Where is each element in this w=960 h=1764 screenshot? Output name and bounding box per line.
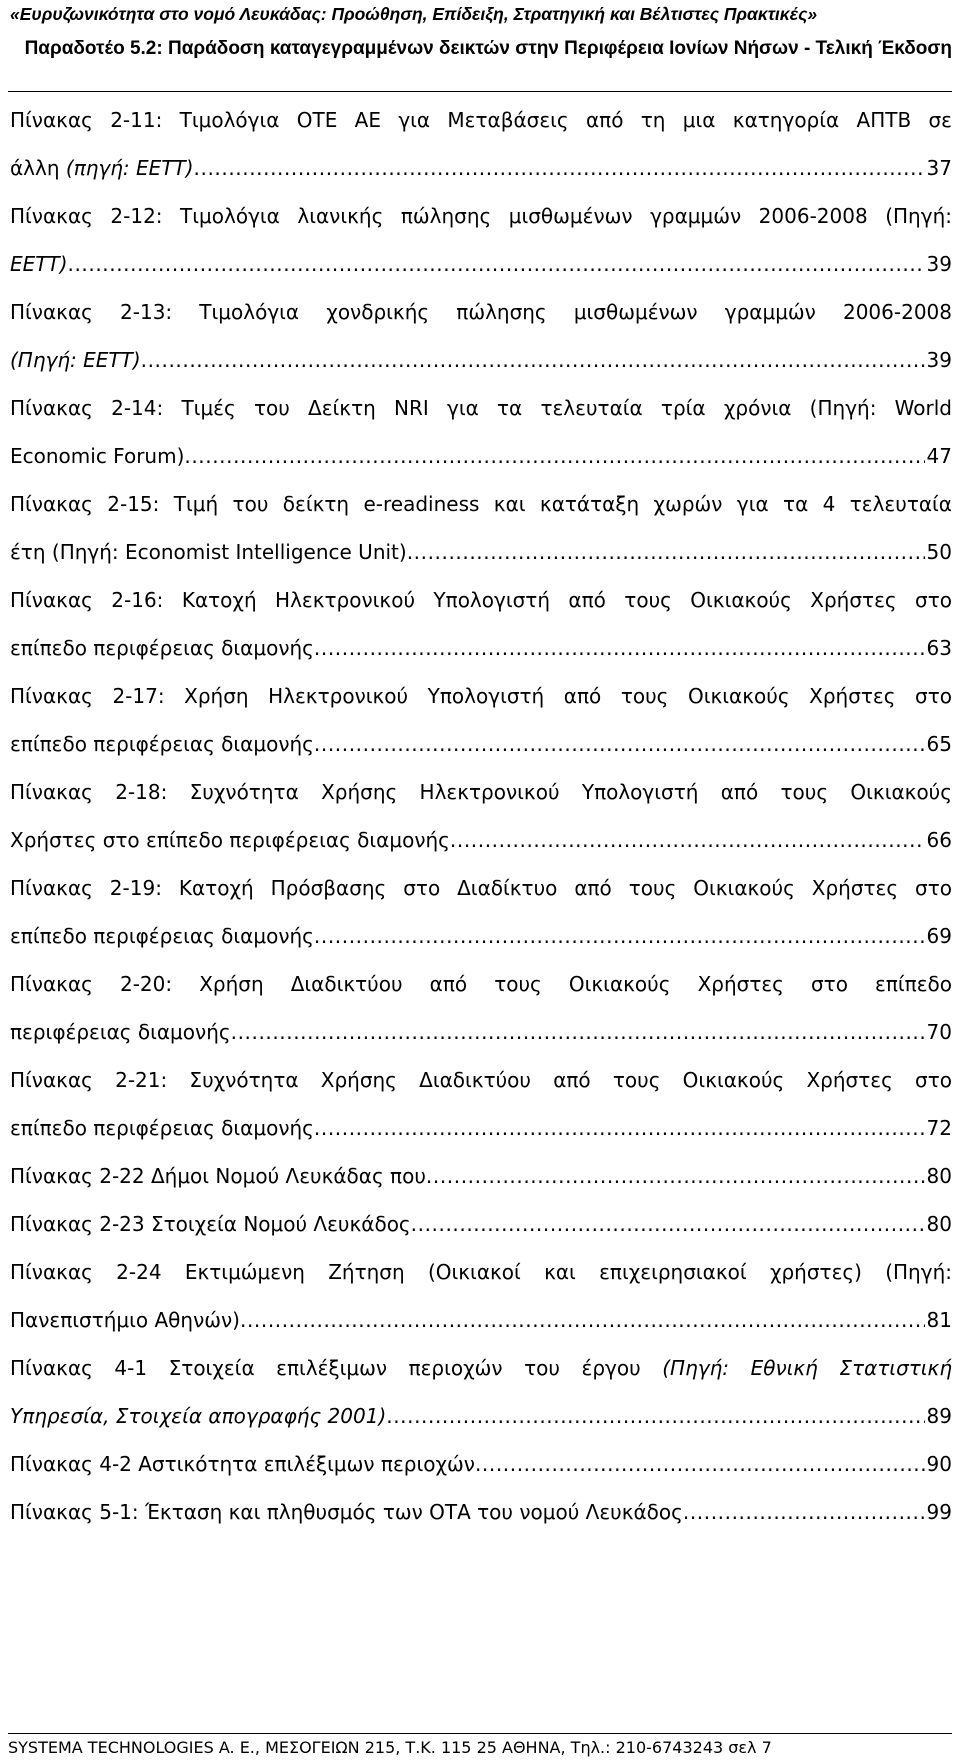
toc-entry-source: (Πηγή: ΕΕΤΤ) [10,348,141,372]
toc-entry[interactable] [10,960,952,1056]
toc-entry-source: ΕΕΤΤ) [10,252,68,276]
toc-entry-leader-line [10,1104,952,1152]
dot-leader [683,1488,925,1536]
toc-page-number: 70 [926,1020,952,1044]
toc-entry-title: Πίνακας 2-17: Χρήση Ηλεκτρονικού Υπολογιστή από τους Οικιακούς Χρήστες στο [10,684,952,708]
toc-page-number: 99 [926,1500,952,1524]
toc-entry-title: Πίνακας 2-11: Τιμολόγια ΟΤΕ ΑΕ για Μεταβάσεις από τη μια κατηγορία ΑΠΤΒ σε [10,108,952,132]
toc-entry-title-cont: Πίνακας 4-2 Αστικότητα επιλέξιμων περιοχών [10,1452,475,1476]
toc-entry-text [10,1152,426,1200]
dot-leader [240,1296,925,1344]
toc-entry[interactable] [10,1344,952,1440]
toc-entry-text [10,528,407,576]
toc-entry-text [10,720,314,768]
toc-entry-leader-line [10,1392,952,1440]
toc-entry-title: Πίνακας 2-19: Κατοχή Πρόσβασης στο Διαδίκτυο από τους Οικιακούς Χρήστες στο [10,876,952,900]
toc-page-number: 66 [926,828,952,852]
toc-entry[interactable] [10,1200,952,1248]
toc-entry-title-cont: Πίνακας 5-1: Έκταση και πληθυσμός των ΟΤΑ του νομού Λευκάδος [10,1500,683,1524]
dot-leader [184,432,924,480]
toc-page-number: 81 [926,1308,952,1332]
toc-entry-text [10,240,68,288]
toc-entry-title-cont: Πίνακας 2-23 Στοιχεία Νομού Λευκάδος [10,1212,411,1236]
toc-entry-title-cont: Χρήστες στο επίπεδο περιφέρειας διαμονής [10,828,450,852]
toc-entry-title: Πίνακας 2-24 Εκτιμώμενη Ζήτηση (Οικιακοί και επιχειρησιακοί χρήστες) (Πηγή: [10,1260,952,1284]
toc-entry-title-line [10,384,952,432]
dot-leader [194,144,925,192]
header-rule [8,91,952,92]
toc-entry-leader-line [10,336,952,384]
toc-entry-title-cont: επίπεδο περιφέρειας διαμονής [10,636,314,660]
toc-entry[interactable] [10,864,952,960]
toc-entry-text [10,816,450,864]
toc-entry-text [10,1392,386,1440]
toc-entry-title: Πίνακας 2-13: Τιμολόγια χονδρικής πώλησης μισθωμένων γραμμών 2006-2008 [10,300,952,324]
toc-entry-title-cont: επίπεδο περιφέρειας διαμονής [10,1116,314,1140]
toc-entry-title: Πίνακας 2-20: Χρήση Διαδικτύου από τους Οικιακούς Χρήστες στο επίπεδο [10,972,952,996]
toc-entry-leader-line [10,528,952,576]
toc-entry[interactable] [10,768,952,864]
toc-entry-title-cont: Economic Forum) [10,444,185,468]
dot-leader [314,624,925,672]
toc-entry-leader-line [10,624,952,672]
toc-entry-text [10,1104,314,1152]
toc-entry-title-cont: επίπεδο περιφέρειας διαμονής [10,732,314,756]
footer-rule [8,1733,952,1734]
toc-entry-leader-line [10,816,952,864]
toc-page-number: 80 [926,1164,952,1188]
toc-entry-text [10,1296,240,1344]
page-footer: SYSTEMA TECHNOLOGIES A. E., ΜΕΣΟΓΕΙΩΝ 215, Τ.Κ. 115 25 ΑΘΗΝΑ, Τηλ.: 210-6743243 σελ 7 [8,1738,772,1757]
toc-entry-leader-line [10,1296,952,1344]
toc-entry[interactable] [10,1056,952,1152]
dot-leader [68,240,925,288]
toc-entry-title: Πίνακας 2-18: Συχνότητα Χρήσης Ηλεκτρονικού Υπολογιστή από τους Οικιακούς [10,780,952,804]
toc-entry-leader-line [10,1200,952,1248]
toc-entry[interactable] [10,96,952,192]
toc-entry-title-line [10,1056,952,1104]
toc-entry-text [10,336,141,384]
toc-entry-title-line [10,288,952,336]
toc-page-number: 47 [926,444,952,468]
dot-leader [314,1104,925,1152]
toc-entry-text [10,1440,475,1488]
toc-page-number: 69 [926,924,952,948]
toc-page-number: 39 [926,348,952,372]
toc-entry-source: (πηγή: ΕΕΤΤ) [65,156,194,180]
project-title: «Ευρυζωνικότητα στο νομό Λευκάδας: Προώθηση, Επίδειξη, Στρατηγική και Βέλτιστες Πρακτικές» [10,4,818,24]
toc-entry-text [10,1488,683,1536]
toc-entry-title-line [10,1248,952,1296]
toc-entry-title-cont: έτη (Πηγή: Economist Intelligence Unit) [10,540,407,564]
toc-entry-title-line [10,576,952,624]
toc-entry-title-line [10,768,952,816]
toc-entry-text [10,144,194,192]
toc-entry-title-line [10,960,952,1008]
toc-entry-title-cont: Πίνακας 2-22 Δήμοι Νομού Λευκάδας που [10,1164,426,1188]
toc-entry-title: Πίνακας 2-12: Τιμολόγια λιανικής πώλησης μισθωμένων γραμμών 2006-2008 (Πηγή: [10,204,952,228]
deliverable-title: Παραδοτέο 5.2: Παράδοση καταγεγραμμένων δεικτών στην Περιφέρεια Ιονίων Νήσων - Τελική Έκδοση [24,38,952,59]
toc-entry-text [10,624,314,672]
toc-entry-title: Πίνακας 4-1 Στοιχεία επιλέξιμων περιοχών του έργου [10,1356,663,1380]
dot-leader [426,1152,925,1200]
toc-entry[interactable] [10,1488,952,1536]
toc-entry-title-line [10,192,952,240]
toc-entry[interactable] [10,1152,952,1200]
dot-leader [141,336,925,384]
toc-entry[interactable] [10,192,952,288]
toc-page-number: 50 [926,540,952,564]
dot-leader [231,1008,925,1056]
toc-entry-title-line [10,864,952,912]
toc-entry-leader-line [10,1152,952,1200]
toc-entry-title: Πίνακας 2-16: Κατοχή Ηλεκτρονικού Υπολογιστή από τους Οικιακούς Χρήστες στο [10,588,952,612]
toc-page-number: 89 [926,1404,952,1428]
toc-entry-leader-line [10,720,952,768]
toc-page-number: 39 [926,252,952,276]
toc-page-number: 72 [926,1116,952,1140]
toc-entry[interactable] [10,672,952,768]
toc-entry-leader-line [10,240,952,288]
toc-page-number: 63 [926,636,952,660]
toc-entry-source: Υπηρεσία, Στοιχεία απογραφής 2001) [10,1404,387,1428]
toc-page-number: 65 [926,732,952,756]
toc-entry-leader-line [10,912,952,960]
toc-entry-text [10,1008,231,1056]
toc-entry-title-line [10,672,952,720]
toc-entry-title: Πίνακας 2-21: Συχνότητα Χρήσης Διαδικτύου από τους Οικιακούς Χρήστες στο [10,1068,952,1092]
toc-entry[interactable] [10,1248,952,1344]
dot-leader [450,816,925,864]
dot-leader [314,720,925,768]
toc-entry[interactable] [10,384,952,480]
toc-entry-text [10,1200,411,1248]
toc-entry[interactable] [10,1440,952,1488]
toc-entry-title-cont: Πανεπιστήμιο Αθηνών) [10,1308,240,1332]
toc-entry[interactable] [10,576,952,672]
dot-leader [314,912,925,960]
toc-entry-leader-line [10,1008,952,1056]
toc-page-number: 90 [926,1452,952,1476]
toc-entry-leader-line [10,1440,952,1488]
toc-entry-source: (Πηγή: Εθνική Στατιστική [662,1356,952,1380]
toc-entry-text [10,912,314,960]
dot-leader [475,1440,925,1488]
toc-entry-title-line [10,96,952,144]
toc-entry-title: Πίνακας 2-15: Τιμή του δείκτη e-readiness και κατάταξη χωρών για τα 4 τελευταία [10,492,952,516]
toc-page-number: 80 [926,1212,952,1236]
dot-leader [407,528,925,576]
toc-entry-title-line [10,1344,952,1392]
toc-entry-title-line [10,480,952,528]
toc-entry[interactable] [10,288,952,384]
toc-entry-title-cont: επίπεδο περιφέρειας διαμονής [10,924,314,948]
dot-leader [411,1200,925,1248]
toc-entry-leader-line [10,432,952,480]
toc-entry-leader-line [10,144,952,192]
toc-entry-title-cont: άλλη [10,156,60,180]
toc-entry-title: Πίνακας 2-14: Τιμές του Δείκτη NRI για τα τελευταία τρία χρόνια (Πηγή: World [10,396,952,420]
toc-entry-text [10,432,184,480]
toc-entry-leader-line [10,1488,952,1536]
toc-entry-title-cont: περιφέρειας διαμονής [10,1020,231,1044]
dot-leader [386,1392,924,1440]
toc-entry[interactable] [10,480,952,576]
list-of-tables [10,96,952,1536]
toc-page-number: 37 [926,156,952,180]
